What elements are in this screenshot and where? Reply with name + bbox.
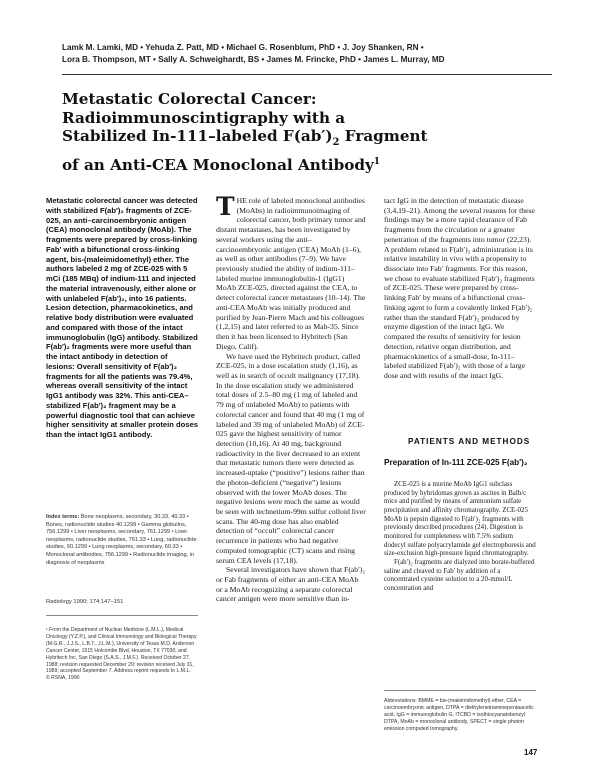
intro-paragraph-2: We have used the Hybritech product, called ZCE-025, in a dose escalation study (1,16), as well as in search of occult malignancy (17,18). In the dose escalation study we administered total doses of 2.5–80 mg (1 mg of labeled and 79 mg of unlabeled MoAb) to patients with colorectal cancer and found that 40 mg (1 mg of labeled and 39 mg of unlabeled MoAb) of ZCE-025 gave the highest sensitivity of tumor detection (10,16). At 40 mg, background radioactivity in the liver decreased to an extent that metastatic tumors there were detected as increased-uptake (“positive”) lesions rather than the photon-deficient (“negative”) lesions observed with the lower MoAb doses. The negative lesions were much the same as would be seen with technetium-99m sulfur colloid liver scans. The 40-mg dose has also enabled detection of “occult” colorectal cancer recurrence in patients who had negative computed tomographic (CT) scans and rising serum CEA levels (17,18). xyxy=(216,351,366,565)
article-title xyxy=(62,90,552,174)
title-line-4-text: of an Anti-CEA Monoclonal Antibody xyxy=(62,155,374,174)
title-footnote-mark: 1 xyxy=(373,156,381,167)
subsection-heading: Preparation of In-111 ZCE-025 F(ab′)₂ xyxy=(384,458,528,467)
methods-paragraph-2: F(ab′)₂ fragments are dialyzed into borate-buffered saline and cleaved to Fab′ by addition of a concentrated cysteine solution to a 20-mmol/L concentration and xyxy=(384,558,535,592)
title-line-3a: Stabilized In-111–labeled F(ab′) xyxy=(62,127,333,145)
abstract: Metastatic colorectal cancer was detected with stabilized F(ab′)₂ fragments of ZCE-025, an anti–carcinoembryonic antigen (CEA) monoclonal antibody (MoAb). The fragments were prepared by cross-linking Fab′ with a bifunctional cross-linking agent, bis-(maleimidomethyl) ether. The authors labeled 2 mg of ZCE-025 with 5 mCi (185 MBq) of indium-111 and injected the material intravenously, either alone or with unlabeled F(ab′)₂, into 16 patients. Lesion detection, pharmacokinetics, and relative body distribution were evaluated and compared with those of the intact immunoglobulin (IgG) antibody. Stabilized F(ab′)₂ fragments were more useful than the intact antibody in detection of lesions: Overall sensitivity of F(ab′)₂ fragments for all the patients was 79.4%, whereas overall sensitivity of the intact IgG1 antibody was 32%. This anti-CEA–stabilized F(ab′)₂ fragment may be a powerful diagnostic tool that can achieve higher sensitivity at smaller protein doses than the intact IgG1 antibody. xyxy=(46,196,198,439)
title-line-1: Metastatic Colorectal Cancer: xyxy=(62,90,317,108)
intro-paragraph-4: tact IgG in the detection of metastatic disease (3,4,19–21). Among the several reasons for these findings may be a more rapid clearance of Fab fragments from the circulation or a greater penetration of the fragments into tumor (22,23). A problem related to F(ab′)₂ administration is its relative instability in vivo with a propensity to dissociate into Fab′ fragments. For this reason, we chose to evaluate stabilized F(ab′)₂ fragments of ZCE-025. These were prepared by cross-linking Fab′ by means of a bifunctional cross-linking agent to form a covalently linked F(ab′)₂ rather than the standard F(ab′)₂ produced by enzyme digestion of the intact IgG. We compared the results of sensitivity for lesion detection, relative organ distribution, and pharmacokinetics of a small-dose, In-111–labeled stabilized F(ab′)₂ with those of a large dose and with results of the intact IgG. xyxy=(384,196,535,380)
title-line-3b: Fragment xyxy=(339,127,428,145)
footnotes: ¹ From the Department of Nuclear Medicine (L.M.L.), Medical Oncology (Y.Z.P.), and Clinical Immunology and Biological Therapy (M.G.R., J.J.S., L.B.T., J.L.M.), University of Texas M.D. Anderson Cancer Center, 1515 Holcombe Blvd, Houston, TX 77030, and Hybritech Inc, San Diego (S.A.S., J.M.F.). Received October 27, 1988; revision requested December 29; revision received July 31, 1989; accepted September 7. Address reprint requests to L.M.L. © RSNA, 1990 xyxy=(46,627,197,682)
author-list xyxy=(62,42,552,65)
index-terms xyxy=(46,514,198,567)
author-line-1: Lamk M. Lamki, MD • Yehuda Z. Patt, MD • Michael G. Rosenblum, PhD • J. Joy Shanken, RN • xyxy=(62,43,424,52)
body-column-3 xyxy=(384,196,536,381)
methods-text xyxy=(384,481,536,594)
abbreviations: Abbreviations: BMME = bis-(maleimidomethyl) ether, CEA = carcinoembryonic antigen, DTPA = diethylenetriaminepentaacetic acid, IgG = immunoglobulin G, ITCBD = isothiocyanatobenzyl DTPA, MoAb = monoclonal antibody, SPECT = single photon emission computed tomography. xyxy=(384,698,534,732)
methods-paragraph-1: ZCE-025 is a murine MoAb IgG1 subclass produced by hybridomas grown as ascites in Balb/c mice and purified by means of ammonium sulfate precipitation and affinity chromatography. ZCE-025 MoAb is pepsin digested to F(ab′)₂ fragments with previously described procedures (24). Digestion is monitored for completeness with 7.5% sodium dodecyl sulfate polyacrylamide gel electrophoresis and size-exclusion high-pressure liquid chromatography. xyxy=(384,481,536,558)
header-rule xyxy=(62,74,552,75)
page-number: 147 xyxy=(524,748,538,757)
index-terms-text: Bone neoplasms, secondary, 30.33, 40.33 • Bones, radionuclide studies 40.1299 • Gamma globulins, 756.1299 • Liver neoplasms, secondary, 761.1299 • Liver neoplasms, radionuclide studies, 761.33 • Lung, radionuclide studies, 60.1299 • Lung neoplasms, secondary, 60.33 • Monoclonal antibodies, 756.1299 • Radionuclide imaging, in diagnosis of neoplasms xyxy=(46,514,197,566)
author-line-2: Lora B. Thompson, MT • Sally A. Schweighardt, BS • James M. Frincke, PhD • James L. Murray, MD xyxy=(62,54,445,64)
section-heading: PATIENTS AND METHODS xyxy=(408,437,531,446)
title-line-4 xyxy=(62,153,552,175)
drop-cap: T xyxy=(216,192,235,221)
intro-paragraph-3: Several investigators have shown that F(ab′)₂ or Fab fragments of either an anti-CEA MoAb or a MoAb recognizing a separate colorectal cancer antigen were more sensitive than in- xyxy=(216,565,366,604)
title-line-2: Radioimmunoscintigraphy with a xyxy=(62,108,346,127)
journal-citation: Radiology 1990; 174:147–151 xyxy=(46,599,124,605)
abbreviations-rule xyxy=(384,690,536,691)
title-subscript: 2 xyxy=(332,137,340,149)
title-line-3 xyxy=(62,127,552,153)
intro-paragraph-1 xyxy=(216,192,366,352)
intro-paragraph-1-text: HE role of labeled monoclonal antibodies (MoAbs) in radioimmunoimaging of colorectal cancer, both primary tumor and distant metastases, has been investigated by several workers using the anti–carcinoembryonic antigen (CEA) MoAb (1–6), as well as other antibodies (7–9). We have previously studied the ability of indium-111–labeled murine immunoglobulin-1 (IgG1) MoAb ZCE-025, directed against the CEA, to detect colorectal cancer metastases (10–14). The anti-CEA MoAb was initially produced and purified by Jean-Pierre Mach and his colleagues (1,2,15) and later referred to as Mab-35. Since then it has been licensed to Hybritech (San Diego, Calif). xyxy=(216,196,366,351)
footnote-rule xyxy=(46,615,198,616)
index-terms-label: Index terms: xyxy=(46,514,80,520)
body-column-2 xyxy=(216,192,366,604)
